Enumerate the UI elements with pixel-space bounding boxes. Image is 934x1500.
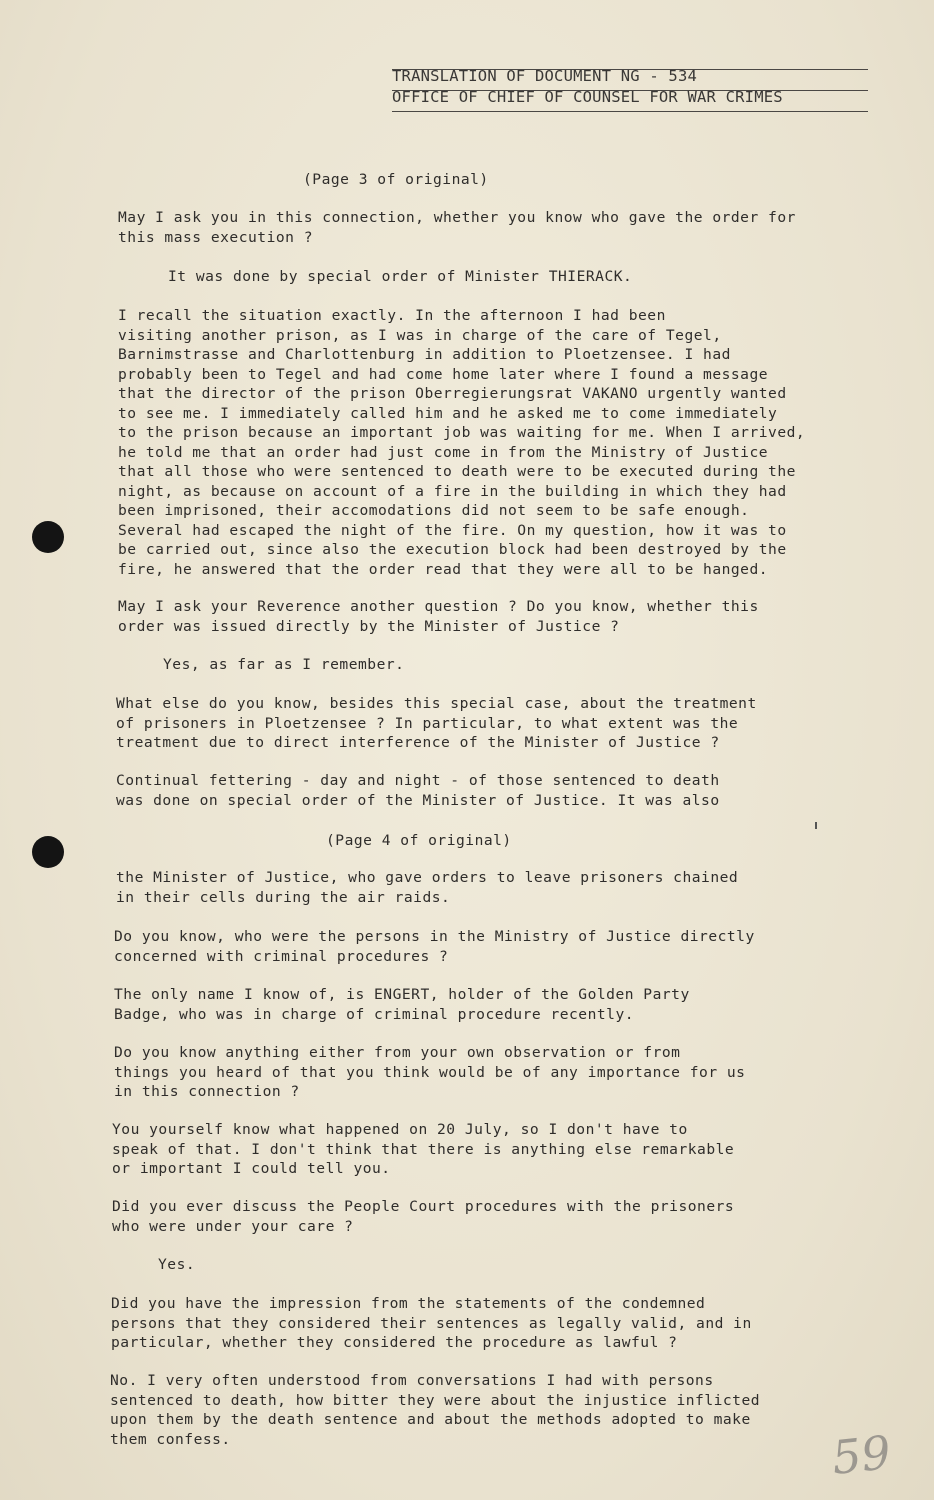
text-line: visiting another prison, as I was in charge of the care of Tegel, (118, 326, 722, 344)
page-marker-4: (Page 4 of original) (326, 832, 512, 849)
text-line: in this connection ? (114, 1083, 300, 1100)
paragraph-question-1 (118, 208, 796, 247)
text-line: speak of that. I don't think that there is anything else remarkable (112, 1140, 735, 1158)
header-rule-middle (392, 90, 868, 91)
text-line: this mass execution ? (118, 228, 314, 246)
text-line: upon them by the death sentence and about the methods adopted to make (110, 1411, 751, 1428)
text-line: Continual fettering - day and night - of those sentenced to death (116, 772, 720, 789)
stray-mark (815, 822, 817, 829)
text-line: that the director of the prison Oberregierungsrat VAKANO urgently wanted (118, 385, 787, 402)
text-line: or important I could tell you. (112, 1160, 391, 1177)
text-line: Did you ever discuss the People Court procedures with the prisoners (112, 1198, 735, 1215)
text-line: You yourself know what happened on 20 July, so I don't have to (112, 1121, 688, 1138)
text-line: be carried out, since also the execution block had been destroyed by the (118, 541, 787, 558)
header-line-translation: TRANSLATION OF DOCUMENT NG - 534 (392, 67, 698, 85)
text-line: concerned with criminal procedures ? (114, 947, 449, 965)
text-line: persons that they considered their sentences as legally valid, and in (111, 1314, 752, 1332)
text-line: who were under your care ? (112, 1217, 354, 1235)
text-line: Yes, as far as I remember. (163, 656, 405, 673)
header-rule-bottom (392, 111, 868, 112)
text-line: sentenced to death, how bitter they were about the injustice inflicted (110, 1391, 761, 1409)
text-line: The only name I know of, is ENGERT, holder of the Golden Party (114, 986, 690, 1003)
paragraph-question-5 (114, 1043, 745, 1102)
text-line: May I ask you in this connection, whether you know who gave the order for (118, 209, 796, 226)
text-line: been imprisoned, their accomodations did not seem to be safe enough. (118, 502, 750, 519)
paragraph-answer-4 (114, 985, 690, 1024)
paragraph-answer-5 (112, 1120, 734, 1179)
punch-hole-lower (32, 836, 64, 868)
text-line: that all those who were sentenced to death were to be executed during the (118, 463, 796, 480)
handwritten-page-number: 59 (829, 1425, 894, 1485)
text-line: in their cells during the air raids. (116, 888, 451, 906)
paragraph-answer-1 (168, 267, 632, 287)
text-line: to see me. I immediately called him and he asked me to come immediately (118, 404, 778, 422)
paragraph-question-3 (116, 694, 757, 753)
paragraph-question-7 (111, 1294, 752, 1353)
text-line: the Minister of Justice, who gave orders to leave prisoners chained (116, 869, 739, 886)
text-line: I recall the situation exactly. In the afternoon I had been (118, 307, 666, 324)
text-line: probably been to Tegel and had come home later where I found a message (118, 365, 769, 383)
text-line: Several had escaped the night of the fire. On my question, how it was to (118, 521, 787, 539)
text-line: to the prison because an important job was waiting for me. When I arrived, (118, 424, 806, 441)
paragraph-answer-3 (116, 771, 720, 810)
paragraph-question-6 (112, 1197, 734, 1236)
text-line: fire, he answered that the order read that they were all to be hanged. (118, 560, 769, 578)
paragraph-answer-3-cont (116, 868, 738, 907)
paragraph-question-2 (118, 597, 759, 636)
text-line: them confess. (110, 1430, 231, 1448)
text-line: of prisoners in Ploetzensee ? In particular, to what extent was the (116, 714, 739, 732)
text-line: particular, whether they considered the procedure as lawful ? (111, 1334, 678, 1351)
paragraph-answer-7 (110, 1371, 760, 1449)
document-header (392, 66, 870, 108)
paragraph-question-4 (114, 927, 755, 966)
header-line-office: OFFICE OF CHIEF OF COUNSEL FOR WAR CRIMES (392, 88, 783, 106)
text-line: night, as because on account of a fire in the building in which they had (118, 482, 787, 500)
paragraph-answer-recall (118, 306, 805, 579)
header-rule-top (392, 69, 868, 70)
text-line: Barnimstrasse and Charlottenburg in addition to Ploetzensee. I had (118, 346, 731, 363)
text-line: things you heard of that you think would be of any importance for us (114, 1063, 746, 1081)
text-line: No. I very often understood from conversations I had with persons (110, 1372, 714, 1389)
text-line: he told me that an order had just come in from the Ministry of Justice (118, 443, 769, 461)
paragraph-answer-2 (163, 655, 404, 675)
text-line: Badge, who was in charge of criminal procedure recently. (114, 1005, 635, 1023)
text-line: treatment due to direct interference of the Minister of Justice ? (116, 734, 720, 751)
text-line: Do you know anything either from your own observation or from (114, 1044, 681, 1061)
text-line: May I ask your Reverence another question ? Do you know, whether this (118, 598, 759, 615)
page-marker-3: (Page 3 of original) (303, 171, 489, 188)
text-line: was done on special order of the Minister of Justice. It was also (116, 791, 720, 809)
text-line: Did you have the impression from the statements of the condemned (111, 1295, 706, 1312)
text-line: What else do you know, besides this special case, about the treatment (116, 695, 757, 712)
text-line: Do you know, who were the persons in the Ministry of Justice directly (114, 928, 755, 945)
text-line: Yes. (158, 1256, 196, 1273)
paragraph-answer-6 (158, 1255, 195, 1275)
text-line: It was done by special order of Minister THIERACK. (168, 268, 633, 285)
text-line: order was issued directly by the Minister of Justice ? (118, 617, 620, 635)
punch-hole-upper (32, 521, 64, 553)
